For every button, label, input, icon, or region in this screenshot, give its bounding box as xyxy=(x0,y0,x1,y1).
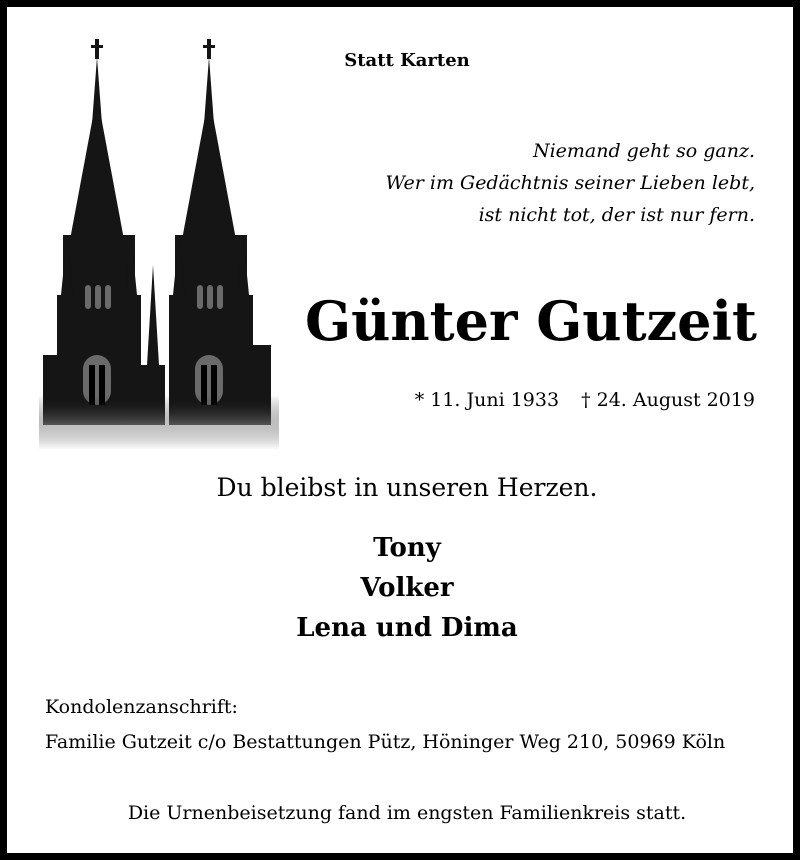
condolence-block xyxy=(45,690,775,760)
footer-note: Die Urnenbeisetzung fand im engsten Familienkreis statt. xyxy=(127,802,687,824)
death-date: † 24. August 2019 xyxy=(581,389,755,411)
condolence-address: Familie Gutzeit c/o Bestattungen Pütz, Höninger Weg 210, 50969 Köln xyxy=(45,731,726,753)
condolence-label: Kondolenzanschrift: xyxy=(45,696,238,718)
cathedral-icon xyxy=(39,35,279,450)
life-dates xyxy=(335,389,755,411)
mourner-name: Tony xyxy=(373,533,441,563)
quote xyxy=(335,135,755,231)
motto: Du bleibst in unseren Herzen. xyxy=(216,473,598,502)
birth-date: * 11. Juni 1933 xyxy=(414,389,560,411)
quote-line: Niemand geht so ganz. xyxy=(532,140,755,162)
deceased-name: Günter Gutzeit xyxy=(305,289,757,353)
mourner-name: Lena und Dima xyxy=(296,613,518,643)
quote-line: ist nicht tot, der ist nur fern. xyxy=(478,204,755,226)
quote-line: Wer im Gedächtnis seiner Lieben lebt, xyxy=(385,172,755,194)
mourners-list xyxy=(7,528,800,648)
header-label: Statt Karten xyxy=(344,50,470,71)
mourner-name: Volker xyxy=(360,573,454,603)
